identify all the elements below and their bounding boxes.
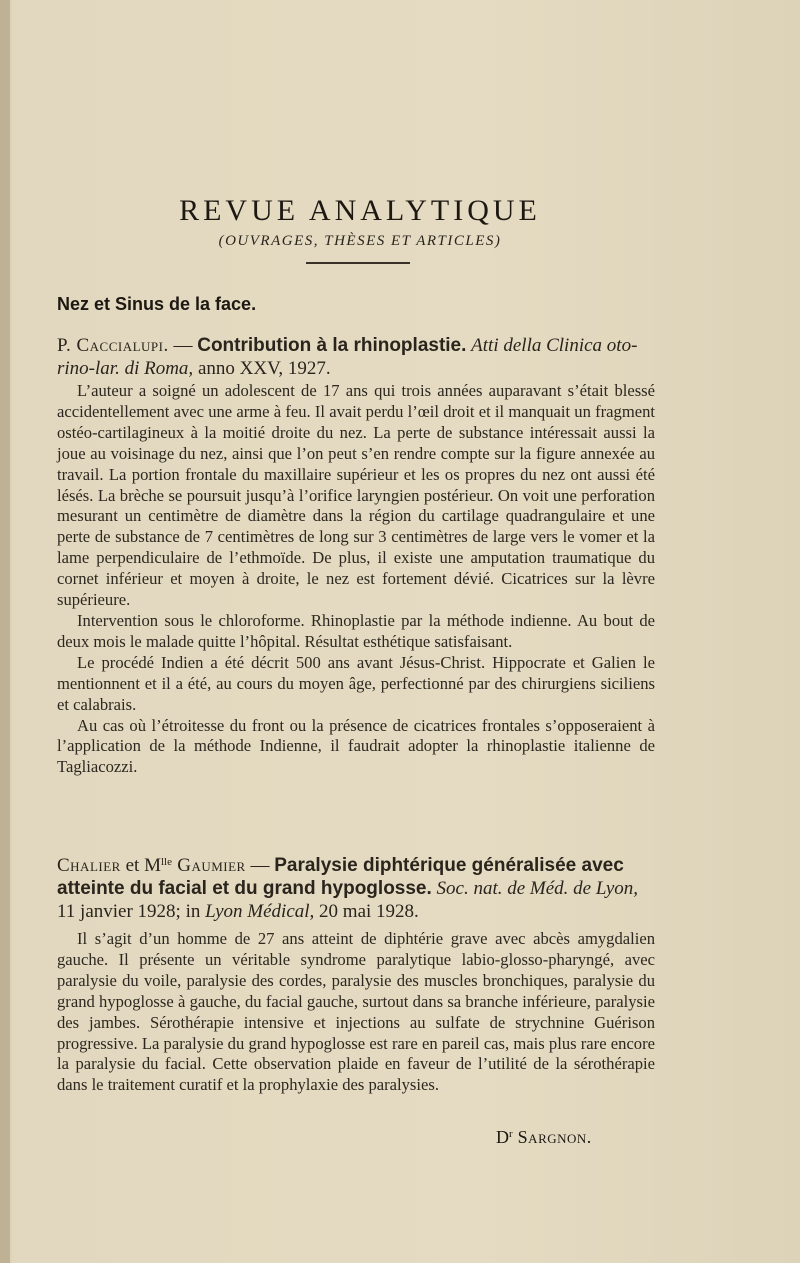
- article-2-title: Paralysie diphtérique généralisée avec atteinte du facial et du grand hypoglosse.: [57, 855, 624, 899]
- article-1-paragraph: Au cas où l’étroitesse du front ou la présence de cicatrices frontales s’opposeraient à l’application de la méthode Indienne, il faudrait adopter la rhinoplastie italienne de Tagliacozzi.: [57, 715, 655, 777]
- article-1-ref: anno XXV, 1927.: [193, 358, 331, 379]
- article-1-reference: [57, 334, 655, 380]
- article-2-society: Soc. nat. de Méd. de Lyon,: [431, 878, 639, 899]
- article-2-dash: —: [245, 855, 275, 876]
- page-title: REVUE ANALYTIQUE: [179, 194, 541, 227]
- article-1-paragraph: L’auteur a soigné un adolescent de 17 ans qui trois années auparavant s’était blessé accidentellement avec une arme à feu. Il avait perdu l’œil droit et il manquait un fragment ostéo-cartilagineux à la moitié droite du nez. La perte de substance intéressait aussi la joue au voisinage du nez, ainsi que l’on peut s’en rendre compte sur la figure annexée au travail. La portion frontale du maxillaire supérieur et les os propres du nez ont aussi été lésés. La brèche se poursuit jusqu’à l’orifice laryngien postérieur. On voit une perforation mesurant un centimètre de diamètre dans la région du cartilage quadrangulaire et une perte de substance de 7 centimètres de long sur 3 centimètres de large vers le vomer et la lame perpendiculaire de l’ethmoïde. De plus, il existe une amputation traumatique du cornet inférieur et moyen à droite, le nez est fortement dévié. Cicatrices sur la lèvre supérieure.: [57, 381, 655, 610]
- section-heading: Nez et Sinus de la face.: [57, 294, 257, 314]
- article-1-body: [57, 381, 655, 778]
- page-edge: [0, 0, 10, 1263]
- article-2-reference: [57, 851, 655, 923]
- article-2-date-1: 11 janvier 1928; in: [57, 901, 206, 922]
- article-1-paragraph: Le procédé Indien a été décrit 500 ans avant Jésus-Christ. Hippocrate et Galien le mentionnent et il a été, au cours du moyen âge, perfectionné par des chirurgiens siciliens et calabrais.: [57, 652, 655, 714]
- article-2-mlle-sup: lle: [160, 856, 172, 868]
- signature-name: Sargnon.: [512, 1127, 592, 1147]
- title-rule: [306, 262, 410, 264]
- article-1-author: P. Caccialupi.: [57, 335, 169, 356]
- article-1-dash: —: [168, 335, 198, 356]
- article-2-paragraph: Il s’agit d’un homme de 27 ans atteint de diphtérie grave avec abcès amygdalien gauche. Il présente un véritable syndrome paralytique labio-glosso-pharyngé, avec paralysie du voile, paralysie des cordes, paralysie des muscles bronchiques, paralysie du grand hypoglosse à gauche, du facial gauche, surtout dans sa branche inférieure, paralysie des jambes. Sérothérapie intensive et injections au sulfate de strychnine Guérison progressive. La paralysie du grand hypoglosse est rare en pareil cas, mais plus rare encore la paralysie du facial. Cette observation plaide en faveur de l’utilité de la sérothérapie dans le traitement curatif et la prophylaxie des paralysies.: [57, 929, 655, 1095]
- signature-prefix-sup: r: [509, 1128, 513, 1140]
- article-1-title: Contribution à la rhinoplastie.: [197, 335, 467, 356]
- article-2-author-1: Chalier: [57, 855, 121, 876]
- article-2-journal: Lyon Médical,: [205, 901, 315, 922]
- article-2-date-2: 20 mai 1928.: [314, 901, 419, 922]
- article-1-journal: Atti della Clinica oto-rino-lar. di Roma,: [57, 335, 638, 379]
- article-1-paragraph: Intervention sous le chloroforme. Rhinoplastie par la méthode indienne. Au bout de deux mois le malade quitte l’hôpital. Résultat esthétique satisfaisant.: [57, 610, 655, 651]
- article-2-author-2: Gaumier: [171, 855, 246, 876]
- article-2-and: et: [120, 855, 145, 876]
- article-2-mlle: M: [144, 855, 161, 876]
- article-2-body: [57, 929, 655, 1096]
- signature: [496, 1127, 592, 1148]
- signature-prefix: D: [496, 1127, 509, 1147]
- page-subtitle: (OUVRAGES, THÈSES ET ARTICLES): [218, 233, 502, 249]
